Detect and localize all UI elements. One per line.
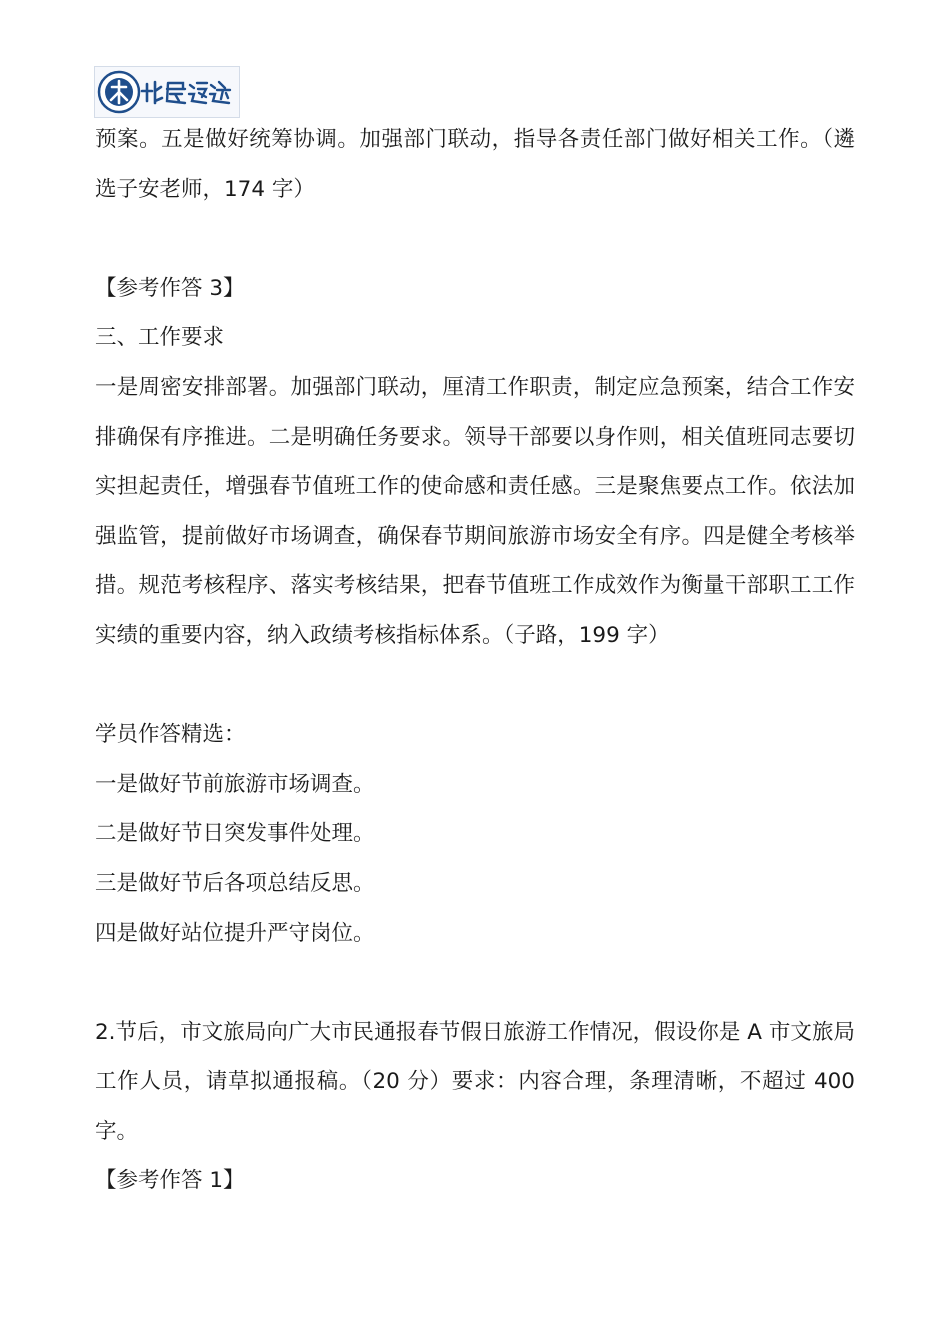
student-answers-title: 学员作答精选：: [95, 722, 246, 748]
student-answer-item: 四是做好站位提升严守岗位。: [95, 920, 375, 946]
logo-emblem-icon: [95, 67, 239, 117]
brand-logo: [94, 66, 240, 118]
spacer: [95, 214, 855, 264]
reference-answer-3-title: 【参考作答 3】: [95, 275, 245, 301]
student-answer-item: 三是做好节后各项总结反思。: [95, 870, 375, 896]
student-answer-item: 一是做好节前旅游市场调查。: [95, 771, 375, 797]
paragraph-work-requirements: 一是周密安排部署。加强部门联动，厘清工作职责，制定应急预案，结合工作安排确保有序推进。二是明确任务要求。领导干部要以身作则，相关值班同志要切实担起责任，增强春节值班工作的使命感和责任感。三是聚焦要点工作。依法加强监管，提前做好市场调查，确保春节期间旅游市场安全有序。四是健全考核举措。规范考核程序、落实考核结果，把春节值班工作成效作为衡量干部职工工作实绩的重要内容，纳入政绩考核指标体系。（子路，199 字）: [95, 374, 855, 648]
reference-answer-1-title: 【参考作答 1】: [95, 1168, 245, 1194]
spacer: [95, 661, 855, 711]
paragraph-continuation: 预案。五是做好统筹协调。加强部门联动，指导各责任部门做好相关工作。（遴选子安老师，174 字）: [95, 127, 855, 202]
document-body: [95, 115, 855, 1206]
section-heading-work-requirements: 三、工作要求: [95, 325, 225, 351]
question-2: 2.节后，市文旅局向广大市民通报春节假日旅游工作情况，假设你是 A 市文旅局工作人员，请草拟通报稿。（20 分）要求：内容合理，条理清晰，不超过 400 字。: [95, 1019, 855, 1144]
spacer: [95, 958, 855, 1008]
student-answer-item: 二是做好节日突发事件处理。: [95, 821, 375, 847]
